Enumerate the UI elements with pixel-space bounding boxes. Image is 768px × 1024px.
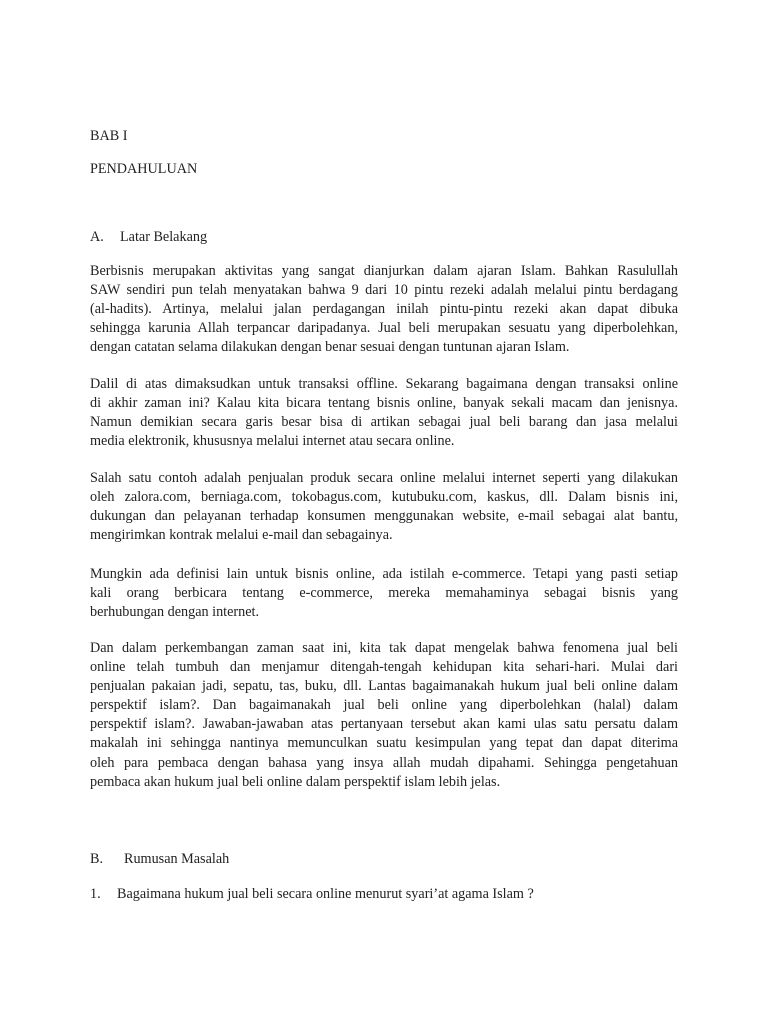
paragraph-line: Berbisnis merupakan aktivitas yang sangat dianjurkan dalam ajaran Islam. Bahkan Rasulullah <box>90 263 678 279</box>
paragraph-line: Mungkin ada definisi lain untuk bisnis online, ada istilah e-commerce. Tetapi yang pasti setiap <box>90 566 678 582</box>
paragraph-line: Namun demikian secara garis besar bisa di artikan sebagai jual beli barang dan jasa melalui <box>90 414 678 431</box>
section-a-heading <box>90 227 207 247</box>
section-b-title: Rumusan Masalah <box>124 851 230 867</box>
section-b-heading <box>90 849 229 869</box>
chapter-title: PENDAHULUAN <box>90 161 198 177</box>
section-b-number: B. <box>90 851 104 867</box>
paragraph-line: online telah tumbuh dan menjamur ditengah-tengah kehidupan kita sehari-hari. Mulai dari <box>90 659 678 676</box>
paragraph-line: makalah ini sehingga nantinya memunculkan suatu kesimpulan yang tepat dan dapat diterima <box>90 735 678 752</box>
paragraph-line: Dalil di atas dimaksudkan untuk transaksi offline. Sekarang bagaimana dengan transaksi online <box>90 376 678 392</box>
paragraph-line: SAW sendiri pun telah menyatakan bahwa 9 dari 10 pintu rezeki adalah melalui pintu berdagang <box>90 282 678 299</box>
paragraph-line: mengirimkan kontrak melalui e-mail dan sebagainya. <box>90 527 393 544</box>
paragraph-line: dengan catatan selama dilakukan dengan benar sesuai dengan tuntunan ajaran Islam. <box>90 339 570 356</box>
paragraph-line: perspektif islam?. Jawaban-jawaban atas pertanyaan tersebut akan kami ulas satu persatu dalam <box>90 716 678 733</box>
paragraph-line: oleh para pembaca dengan bahasa yang insya allah mudah dipahami. Sehingga pengetahuan <box>90 754 678 771</box>
paragraph-3 <box>90 469 678 545</box>
paragraph-line: pembaca akan hukum jual beli online dalam perspektif islam lebih jelas. <box>90 773 501 790</box>
list-item-number: 1. <box>90 886 101 902</box>
paragraph-2 <box>90 375 678 451</box>
paragraph-1 <box>90 262 678 357</box>
paragraph-line: kali orang berbicara tentang e-commerce, mereka memahaminya sebagai bisnis yang <box>90 585 678 602</box>
paragraph-line: sehingga karunia Allah terpancar daripadanya. Jual beli merupakan sesuatu yang diperbolehkan, <box>90 320 678 337</box>
paragraph-line: (al-hadits). Artinya, melalui jalan perdagangan inilah pintu-pintu rezeki akan dapat dibuka <box>90 301 678 318</box>
section-a-title: Latar Belakang <box>120 229 208 245</box>
paragraph-line: Salah satu contoh adalah penjualan produk secara online melalui internet seperti yang dilakukan <box>90 470 678 486</box>
paragraph-line: di akhir zaman ini? Kalau kita bicara tentang bisnis online, banyak sekali macam dan jenisnya. <box>90 395 678 412</box>
paragraph-line: perspektif islam?. Dan bagaimanakah jual beli online yang diperbolehkan (halal) dalam <box>90 697 678 714</box>
paragraph-line: media elektronik, khususnya melalui internet atau secara online. <box>90 433 455 450</box>
section-a-number: A. <box>90 229 104 245</box>
list-item-text: Bagaimana hukum jual beli secara online menurut syari’at agama Islam ? <box>117 886 534 902</box>
paragraph-line: Dan dalam perkembangan zaman saat ini, kita tak dapat mengelak bahwa fenomena jual beli <box>90 640 678 656</box>
paragraph-5 <box>90 639 678 792</box>
list-item <box>90 884 534 904</box>
paragraph-line: berhubungan dengan internet. <box>90 604 260 621</box>
paragraph-line: oleh zalora.com, berniaga.com, tokobagus.com, kutubuku.com, kaskus, dll. Dalam bisnis ini, <box>90 489 678 506</box>
chapter-label: BAB I <box>90 128 128 144</box>
paragraph-line: dukungan dan pelayanan terhadap konsumen menggunakan website, e-mail sebagai alat bantu, <box>90 508 678 525</box>
paragraph-4 <box>90 565 678 622</box>
paragraph-line: penjualan pakaian jadi, sepatu, tas, buku, dll. Lantas bagaimanakah hukum jual beli online dalam <box>90 678 678 695</box>
